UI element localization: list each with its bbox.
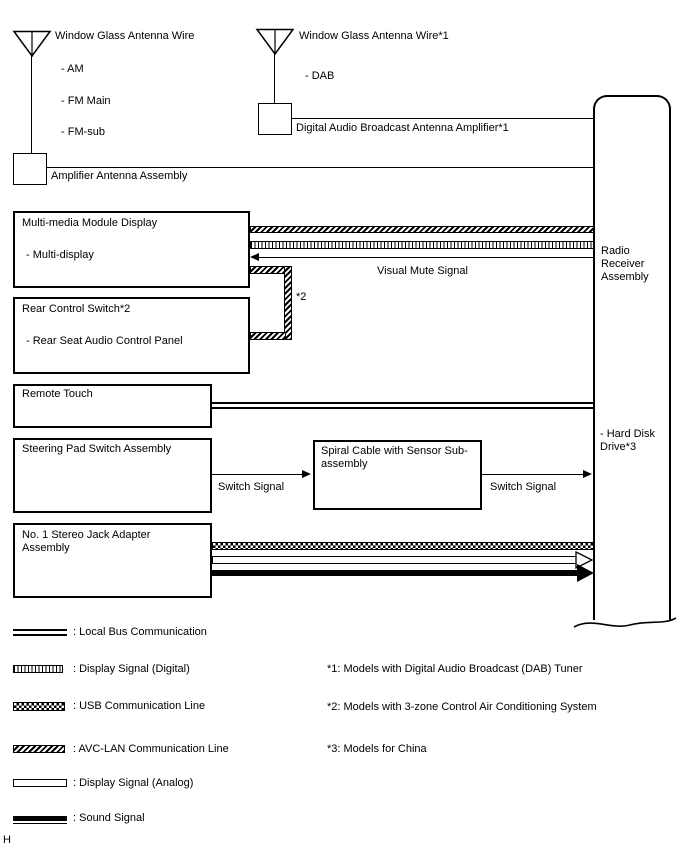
footnote-1: *1: Models with Digital Audio Broadcast (DAB) Tuner [327,663,583,675]
antenna-icon [12,30,52,58]
rear-control-switch-box [13,297,250,374]
visual-mute-label: Visual Mute Signal [377,265,468,277]
switch-signal-label-1: Switch Signal [218,481,285,493]
footnote-2: *2: Models with 3-zone Control Air Conditioning System [327,701,597,713]
sound-signal-line [212,570,578,576]
footnote-3: *3: Models for China [327,743,427,755]
legend-swatch-local-bus [13,629,67,636]
visual-mute-arrowhead [250,253,259,261]
switch-signal-arrowhead-1 [302,470,311,478]
dab-amplifier-box [258,103,292,135]
footer-mark: H [3,834,11,846]
antenna1-item-fm-sub: - FM-sub [61,126,105,138]
legend-swatch-display-digital [13,665,63,673]
steering-pad-title: Steering Pad Switch Assembly [22,443,172,455]
steering-pad-box [13,438,212,513]
antenna-icon [255,28,295,56]
multimedia-display-sub: - Multi-display [26,249,94,261]
avc-lan-line-multimedia [250,226,594,233]
legend-label-avc-lan: : AVC-LAN Communication Line [73,743,229,755]
multimedia-display-title: Multi-media Module Display [22,217,158,229]
legend-swatch-display-analog [13,779,67,787]
usb-line [212,542,594,550]
switch-signal-line-1 [212,474,304,475]
avc-lan-connector-top [250,266,286,274]
antenna1-item-am: - AM [61,63,84,75]
stereo-jack-box [13,523,212,598]
antenna2-lead-line [274,54,275,103]
multimedia-display-box [13,211,250,288]
legend-label-display-digital: : Display Signal (Digital) [73,663,190,675]
legend-label-usb: : USB Communication Line [73,700,206,712]
switch-signal-line-2 [482,474,584,475]
radio-receiver-torn-edge [572,610,678,634]
legend-swatch-avc-lan [13,745,65,753]
stereo-jack-title: No. 1 Stereo Jack Adapter Assembly [22,529,151,554]
antenna2-item-dab: - DAB [305,70,335,82]
legend-swatch-usb [13,702,65,711]
amplifier-antenna-box [13,153,47,185]
sound-signal-arrowhead [577,564,594,582]
switch-signal-arrowhead-2 [583,470,592,478]
legend-label-sound: : Sound Signal [73,812,145,824]
legend-label-display-analog: : Display Signal (Analog) [73,777,194,789]
display-analog-line [212,556,578,564]
amplifier-antenna-to-radio-line [47,167,594,168]
avc-lan-connector-bottom [250,332,286,340]
switch-signal-label-2: Switch Signal [490,481,557,493]
rear-control-switch-title: Rear Control Switch*2 [22,303,131,315]
radio-receiver-sub: - Hard Disk Drive*3 [600,428,656,453]
legend-swatch-sound-thick [13,816,67,821]
antenna1-title: Window Glass Antenna Wire [55,30,195,42]
display-digital-line [250,241,594,249]
remote-touch-box [13,384,212,428]
spiral-cable-box [313,440,482,510]
legend-swatch-sound-thin [13,823,67,824]
rear-control-switch-sub: - Rear Seat Audio Control Panel [26,335,183,347]
remote-touch-title: Remote Touch [22,388,93,400]
dab-amplifier-label: Digital Audio Broadcast Antenna Amplifier*1 [296,122,509,134]
avc-lan-connector-vertical [284,266,292,340]
antenna2-title: Window Glass Antenna Wire*1 [299,30,449,42]
antenna1-lead-line [31,56,32,153]
radio-receiver-label: Radio Receiver Assembly [601,245,649,283]
local-bus-line-remote-touch [212,402,594,409]
antenna1-item-fm-main: - FM Main [61,95,111,107]
dab-to-radio-line [292,118,594,119]
note2-marker: *2 [296,291,307,303]
radio-receiver-box [593,95,671,620]
amplifier-antenna-label: Amplifier Antenna Assembly [51,170,188,182]
visual-mute-line [256,257,594,258]
legend-label-local-bus: : Local Bus Communication [73,626,207,638]
spiral-cable-title: Spiral Cable with Sensor Sub-assembly [321,445,468,470]
